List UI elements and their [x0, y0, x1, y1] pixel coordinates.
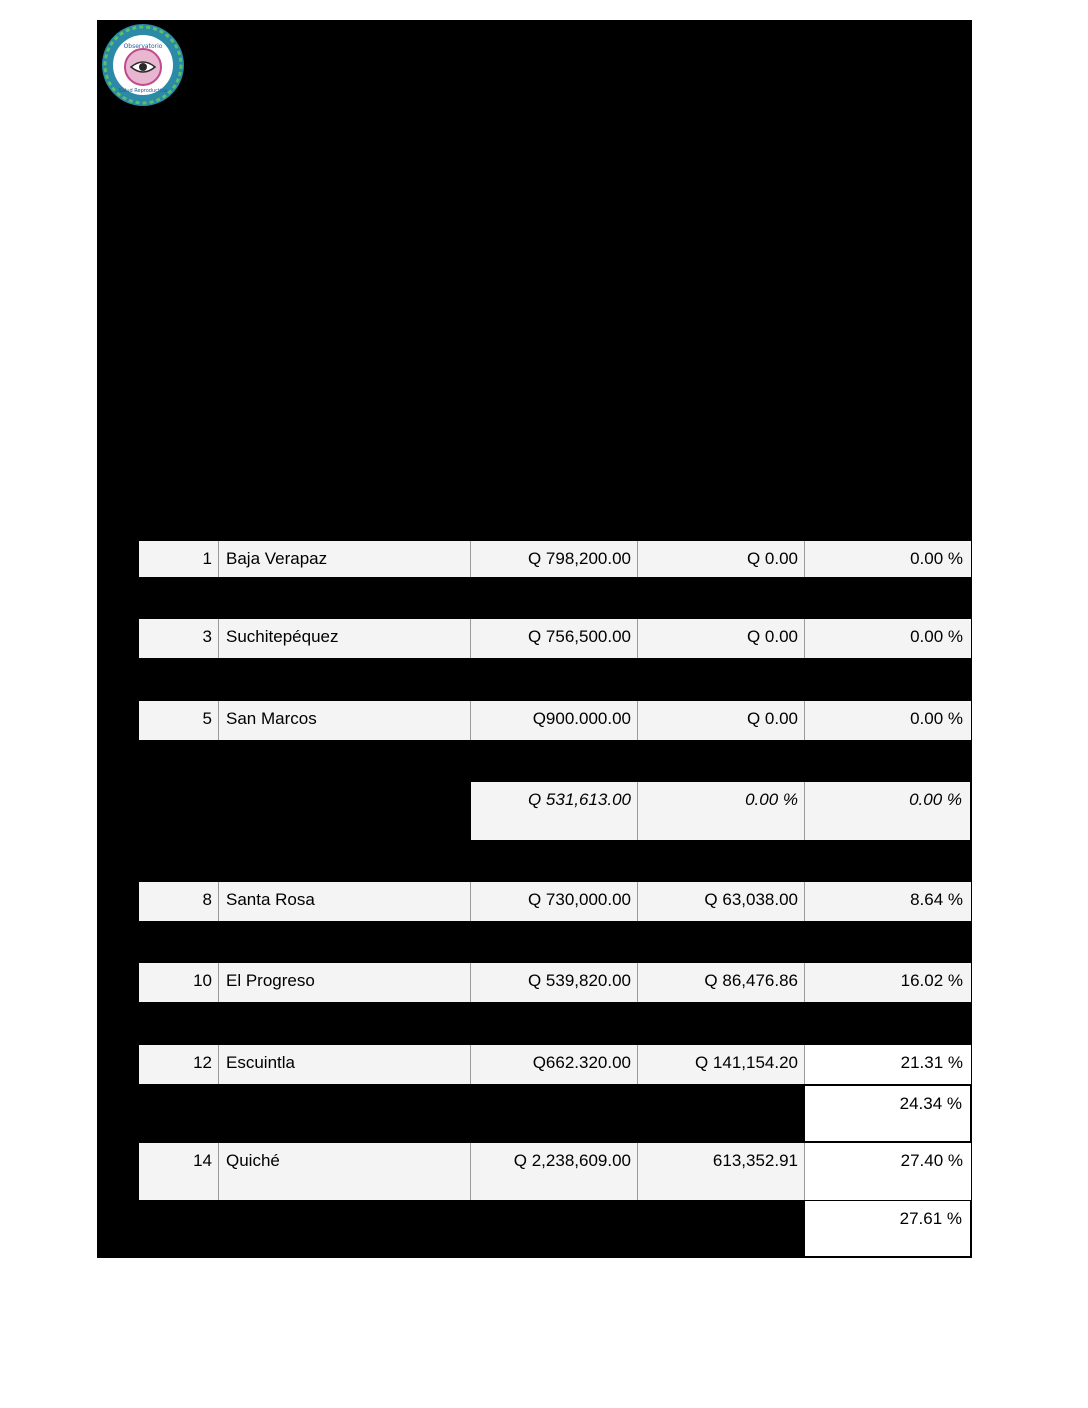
budget-value: Q 539,820.00 — [471, 963, 638, 1002]
row-number: 10 — [139, 963, 219, 1002]
department-name: Suchitepéquez — [219, 619, 471, 658]
percent-value: 24.34 % — [804, 1085, 971, 1142]
row-number: 8 — [139, 882, 219, 921]
table-row — [139, 1045, 971, 1084]
row-number: 1 — [139, 541, 219, 577]
observatorio-logo — [100, 22, 186, 108]
percent-value: 0.00 % — [805, 701, 971, 740]
table-row — [139, 619, 971, 658]
budget-value: Q662.320.00 — [471, 1045, 638, 1084]
budget-value: Q 798,200.00 — [471, 541, 638, 577]
average-percent: 0.00 % — [805, 782, 970, 840]
average-row — [471, 782, 970, 840]
row-number: 12 — [139, 1045, 219, 1084]
budget-value: Q 730,000.00 — [471, 882, 638, 921]
row-number: 5 — [139, 701, 219, 740]
percent-value: 8.64 % — [805, 882, 971, 921]
executed-value: Q 63,038.00 — [638, 882, 805, 921]
table-row — [139, 701, 971, 740]
percent-value: 21.31 % — [805, 1045, 971, 1084]
executed-value: Q 141,154.20 — [638, 1045, 805, 1084]
executed-value: Q 0.00 — [638, 619, 805, 658]
svg-text:Salud Reproductiva: Salud Reproductiva — [118, 88, 168, 94]
executed-value: Q 0.00 — [638, 701, 805, 740]
executed-value: 613,352.91 — [638, 1143, 805, 1200]
row-number: 14 — [139, 1143, 219, 1200]
percent-value: 16.02 % — [805, 963, 971, 1002]
percent-value: 0.00 % — [805, 619, 971, 658]
percent-value: 0.00 % — [805, 541, 971, 577]
percent-value: 27.40 % — [805, 1143, 971, 1200]
row-number: 3 — [139, 619, 219, 658]
table-row — [139, 541, 971, 577]
table-row — [139, 882, 971, 921]
department-name: Baja Verapaz — [219, 541, 471, 577]
department-name: Escuintla — [219, 1045, 471, 1084]
executed-value: Q 0.00 — [638, 541, 805, 577]
department-name: Santa Rosa — [219, 882, 471, 921]
average-budget: Q 531,613.00 — [471, 782, 638, 840]
budget-value: Q900.000.00 — [471, 701, 638, 740]
department-name: Quiché — [219, 1143, 471, 1200]
percent-value: 27.61 % — [804, 1200, 971, 1257]
department-name: El Progreso — [219, 963, 471, 1002]
budget-value: Q 756,500.00 — [471, 619, 638, 658]
table-row — [139, 963, 971, 1002]
table-row — [139, 1143, 971, 1200]
budget-value: Q 2,238,609.00 — [471, 1143, 638, 1200]
department-name: San Marcos — [219, 701, 471, 740]
executed-value: Q 86,476.86 — [638, 963, 805, 1002]
average-executed: 0.00 % — [638, 782, 805, 840]
svg-text:Observatorio: Observatorio — [123, 43, 163, 50]
